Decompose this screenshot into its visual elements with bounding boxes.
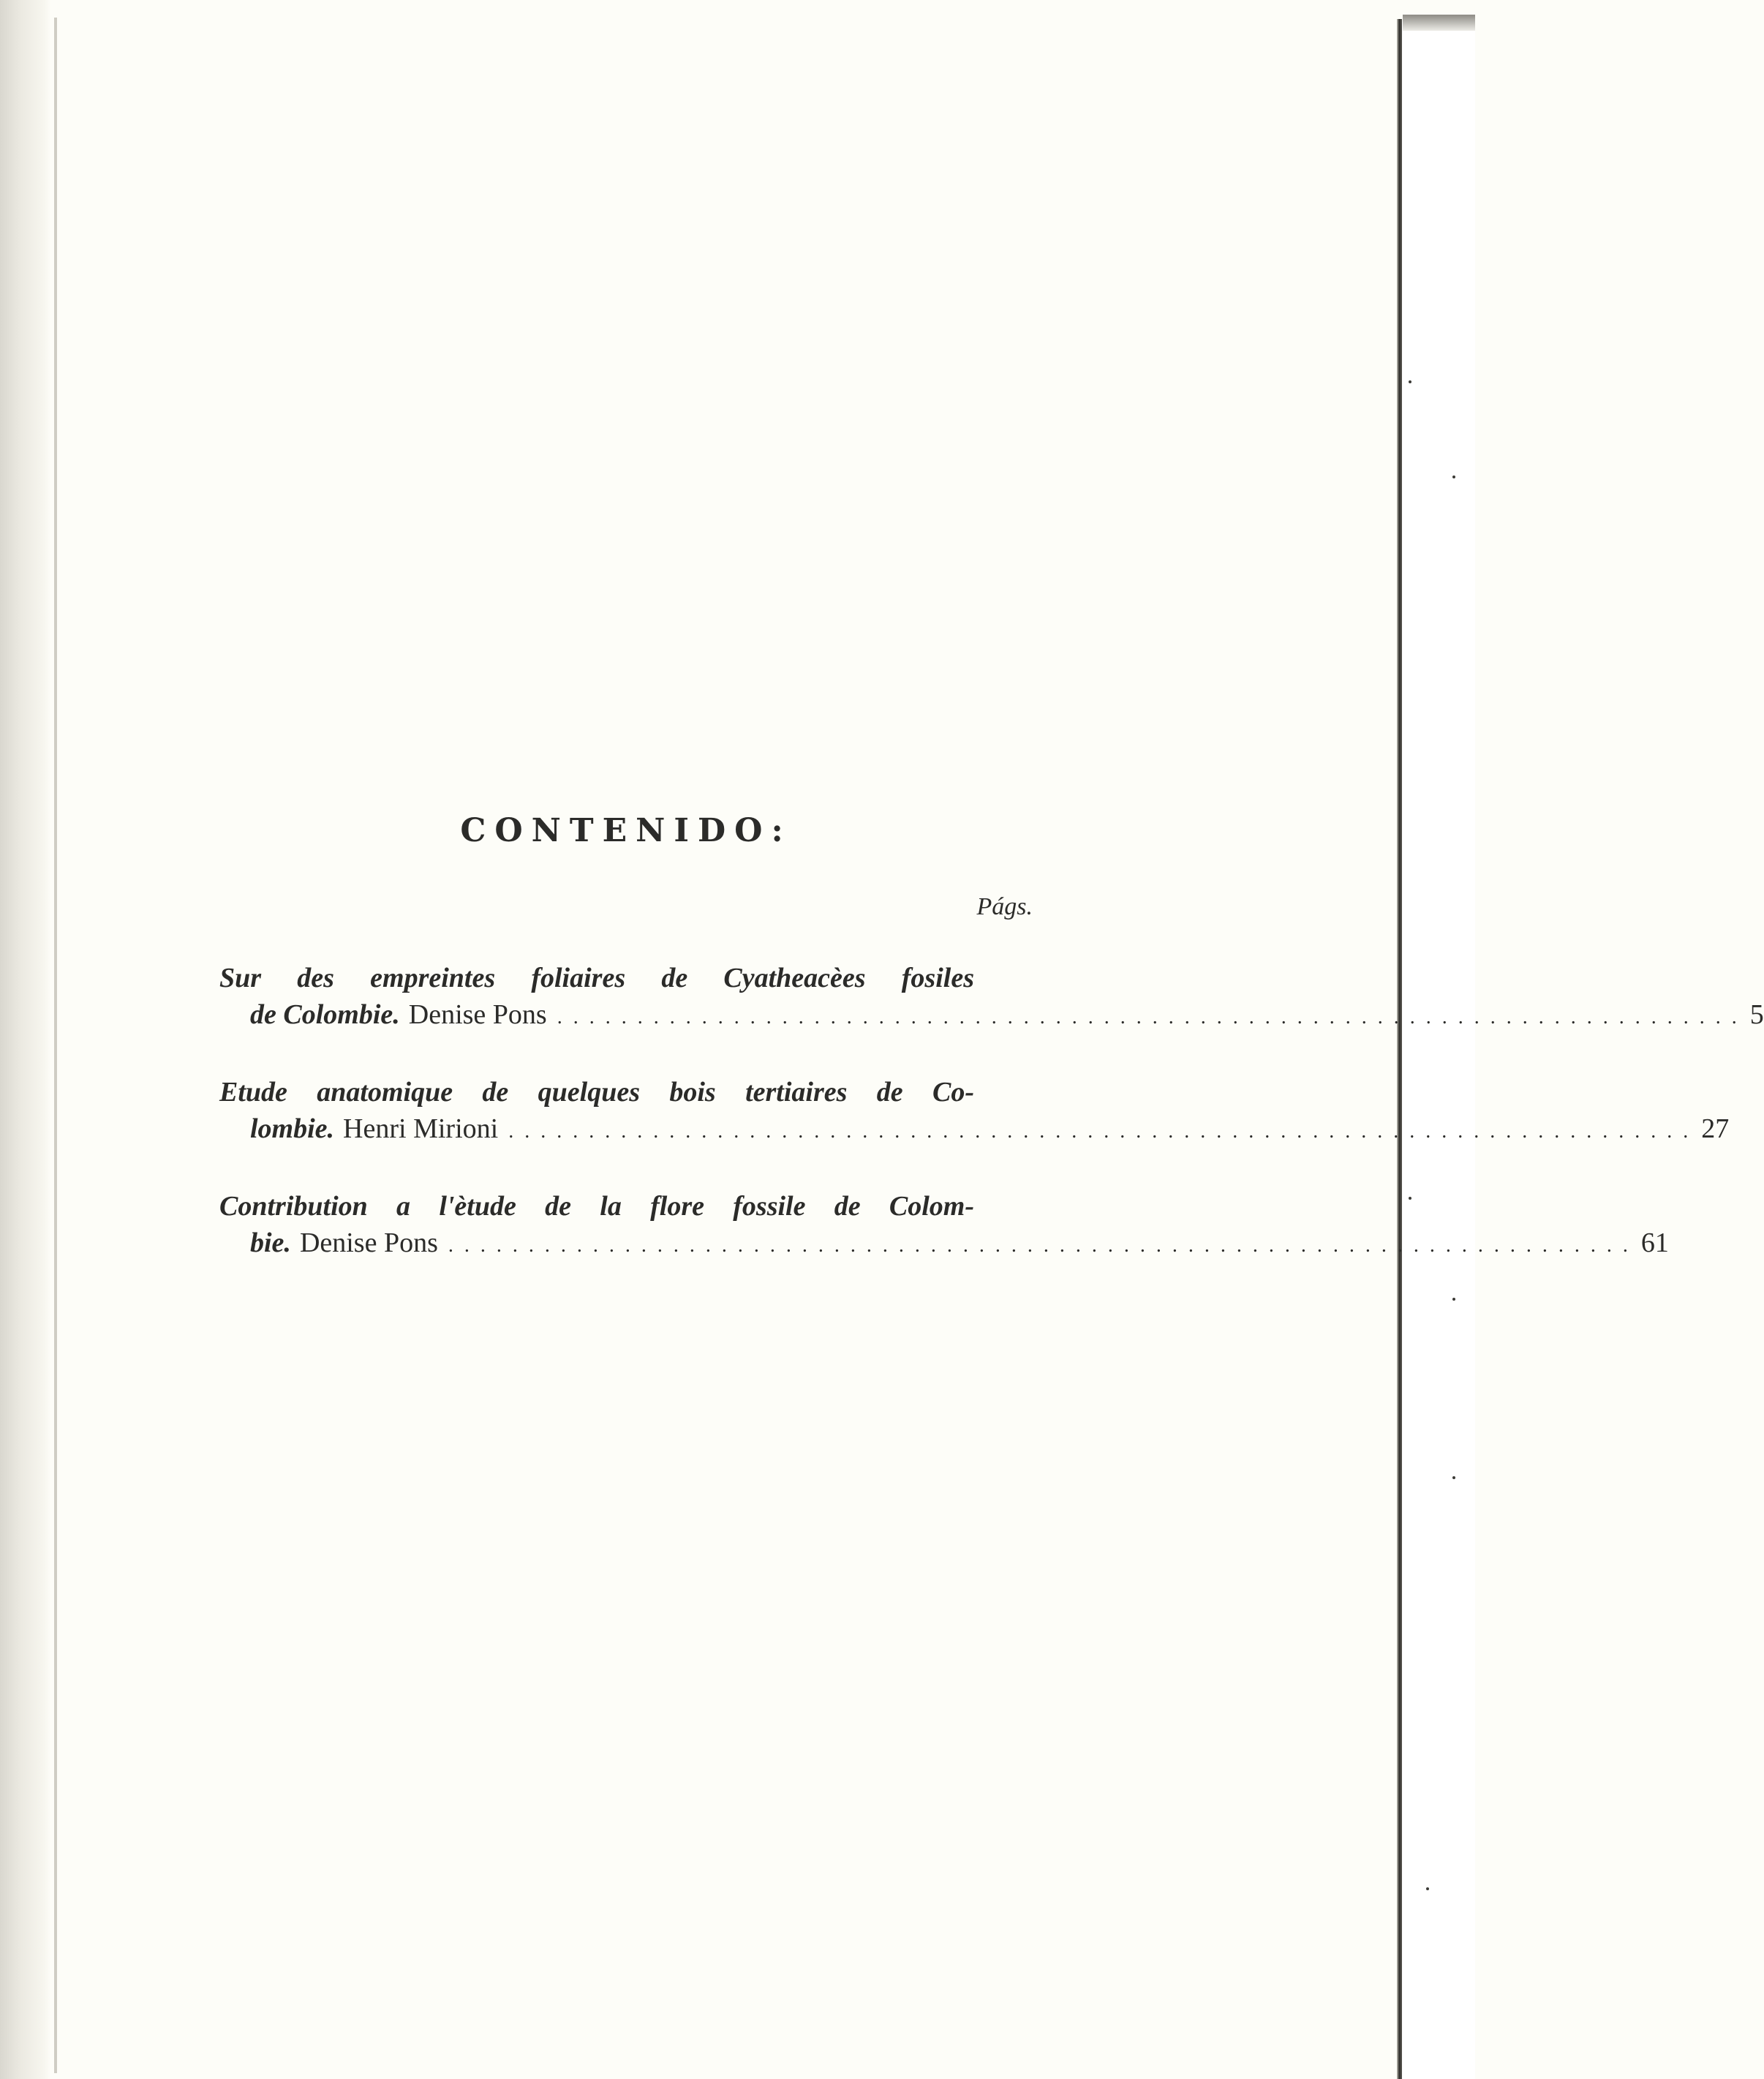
entry-author: Denise Pons bbox=[299, 1228, 438, 1258]
entry-title-line1: Etude anatomique de quelques bois tertiaires de Co- bbox=[219, 1077, 974, 1108]
page-corner-shadow bbox=[1403, 15, 1475, 31]
toc-entry bbox=[219, 1188, 1669, 1264]
pages-column-label: Págs. bbox=[976, 893, 1033, 920]
toc-entries bbox=[219, 960, 1764, 1264]
dust-speck bbox=[1409, 380, 1411, 383]
entry-title-line2: de Colombie. bbox=[250, 999, 400, 1030]
entry-author: Denise Pons bbox=[408, 999, 547, 1030]
entry-line2 bbox=[219, 1110, 1730, 1150]
dust-speck bbox=[1409, 1197, 1411, 1200]
dust-speck bbox=[1426, 1887, 1429, 1890]
scanner-background bbox=[1402, 22, 1475, 2079]
page-right-edge bbox=[1397, 19, 1402, 2079]
entry-page-number: 61 bbox=[1640, 1228, 1669, 1258]
spine-fold bbox=[54, 18, 57, 2073]
entry-page-number: 27 bbox=[1701, 1113, 1730, 1144]
toc-entry bbox=[219, 960, 1764, 1036]
dot-leader: . . . . . . . . . . . . . . . . . . . . . . . . . . . . . . . . . . . . . . . . . . . . . . . . . . . . . . . . . . . . . . . . . . . . . . . . . . bbox=[557, 1006, 1740, 1029]
dust-speck bbox=[1452, 1298, 1455, 1301]
dust-speck bbox=[1452, 475, 1455, 478]
dot-leader: . . . . . . . . . . . . . . . . . . . . . . . . . . . . . . . . . . . . . . . . . . . . . . . . . . . . . . . . . . . . . . . . . . . . . . . . . . bbox=[448, 1234, 1631, 1257]
table-of-contents bbox=[219, 811, 1764, 1264]
toc-title: CONTENIDO: bbox=[460, 812, 792, 849]
spine-shadow bbox=[0, 0, 51, 2079]
entry-title-line2: lombie. bbox=[250, 1113, 335, 1144]
toc-entry bbox=[219, 1074, 1730, 1150]
entry-title-line1: Sur des empreintes foliaires de Cyatheacèes fosiles bbox=[219, 963, 974, 993]
entry-title-line2: bie. bbox=[250, 1228, 291, 1258]
entry-line2 bbox=[219, 1225, 1669, 1264]
entry-title-line1: Contribution a l'ètude de la flore fossile de Colom- bbox=[219, 1191, 974, 1222]
dot-leader: . . . . . . . . . . . . . . . . . . . . . . . . . . . . . . . . . . . . . . . . . . . . . . . . . . . . . . . . . . . . . . . . . . . . . . . . . . bbox=[508, 1120, 1692, 1143]
entry-page-number: 5 bbox=[1749, 999, 1764, 1030]
dust-speck bbox=[1452, 1476, 1455, 1479]
entry-author: Henri Mirioni bbox=[343, 1113, 499, 1144]
entry-line2 bbox=[219, 996, 1764, 1036]
